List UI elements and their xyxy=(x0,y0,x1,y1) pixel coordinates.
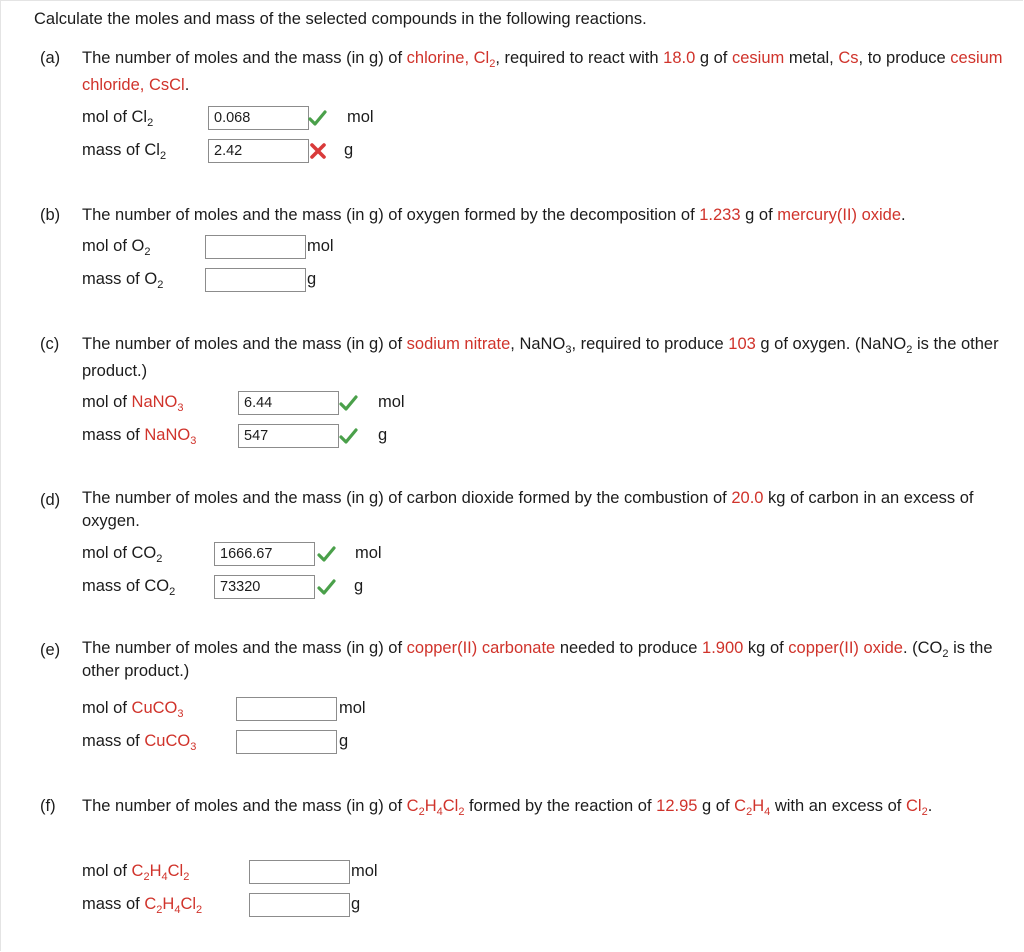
part-d-label: (d) xyxy=(40,491,61,509)
part-c-label: (c) xyxy=(40,335,60,353)
part-a-mol-label: mol of $Cl_2$ xyxy=(82,108,154,129)
part-b-label: (b) xyxy=(40,206,61,224)
part-b-mass-input[interactable] xyxy=(205,268,306,292)
part-a-mass-label: mass of $Cl_2$ xyxy=(82,141,167,162)
part-d-mass-label: mass of $CO_2$ xyxy=(82,577,176,598)
part-c-mol-unit: mol xyxy=(378,393,405,411)
part-e-label: (e) xyxy=(40,641,61,659)
part-f-mol-unit: mol xyxy=(351,862,378,880)
correct-check-icon xyxy=(338,426,358,446)
correct-check-icon xyxy=(316,577,336,597)
part-b-question: The number of moles and the mass (in g) of oxygen formed by the decomposition of 1.233 g of mercury(II) oxide. xyxy=(82,206,906,224)
part-a-label: (a) xyxy=(40,49,61,67)
part-f-mass-label: mass of $C_2H_4Cl_2$ xyxy=(82,895,203,916)
part-f-mass-input[interactable] xyxy=(249,893,350,917)
part-b-mol-unit: mol xyxy=(307,237,334,255)
part-c-question: The number of moles and the mass (in g) of sodium nitrate, NaNO$_3$, required to produce 103 g of oxygen. (NaNO$_2$ is the other product.) xyxy=(82,335,999,380)
part-d-mass-input[interactable]: 73320 xyxy=(214,575,315,599)
part-d-mass-unit: g xyxy=(354,577,364,595)
part-c-mass-unit: g xyxy=(378,426,388,444)
correct-check-icon xyxy=(316,544,336,564)
correct-check-icon xyxy=(338,393,358,413)
part-a-mass-input[interactable]: 2.42 xyxy=(208,139,309,163)
part-e-question: The number of moles and the mass (in g) of copper(II) carbonate needed to produce 1.900 kg of copper(II) oxide. ($CO_2$ is the other product.) xyxy=(82,639,993,680)
part-f-label: (f) xyxy=(40,797,56,815)
part-c-mol-input[interactable]: 6.44 xyxy=(238,391,339,415)
incorrect-x-icon xyxy=(308,141,328,161)
part-e-mass-input[interactable] xyxy=(236,730,337,754)
part-c-mol-label: mol of NaNO$_3$ xyxy=(82,393,184,414)
correct-check-icon xyxy=(307,108,327,128)
part-e-mol-unit: mol xyxy=(339,699,366,717)
part-c-mass-label: mass of NaNO$_3$ xyxy=(82,426,197,447)
part-e-mass-label: mass of CuCO$_3$ xyxy=(82,732,197,753)
part-f-mol-label: mol of $C_2H_4Cl_2$ xyxy=(82,862,190,883)
part-a-mol-unit: mol xyxy=(347,108,374,126)
part-b-mol-label: mol of $O_2$ xyxy=(82,237,151,258)
part-a-mass-unit: g xyxy=(344,141,354,159)
question-intro: Calculate the moles and mass of the selected compounds in the following reactions. xyxy=(34,10,647,28)
part-f-mol-input[interactable] xyxy=(249,860,350,884)
part-f-question: The number of moles and the mass (in g) of $C_2H_4Cl_2$ formed by the reaction of 12.95 g of $C_2H_4$ with an excess of $Cl_2$. xyxy=(82,797,933,818)
part-d-mol-input[interactable]: 1666.67 xyxy=(214,542,315,566)
part-c-mass-input[interactable]: 547 xyxy=(238,424,339,448)
part-d-mol-unit: mol xyxy=(355,544,382,562)
part-d-question: The number of moles and the mass (in g) of carbon dioxide formed by the combustion of 20.0 kg of carbon in an excess of oxygen. xyxy=(82,489,974,530)
part-e-mass-unit: g xyxy=(339,732,349,750)
part-a-mol-input[interactable]: 0.068 xyxy=(208,106,309,130)
part-b-mass-unit: g xyxy=(307,270,317,288)
chlorine-highlight: chlorine, $Cl_2$ xyxy=(406,49,496,70)
part-a-question: The number of moles and the mass (in g) of chlorine, $Cl_2$, required to react with 18.0 g of cesium metal, Cs, to produce cesium chloride, CsCl. xyxy=(82,49,1003,94)
part-b-mol-input[interactable] xyxy=(205,235,306,259)
part-b-mass-label: mass of $O_2$ xyxy=(82,270,164,291)
part-e-mol-input[interactable] xyxy=(236,697,337,721)
part-e-mol-label: mol of CuCO$_3$ xyxy=(82,699,184,720)
part-f-mass-unit: g xyxy=(351,895,361,913)
part-d-mol-label: mol of $CO_2$ xyxy=(82,544,163,565)
